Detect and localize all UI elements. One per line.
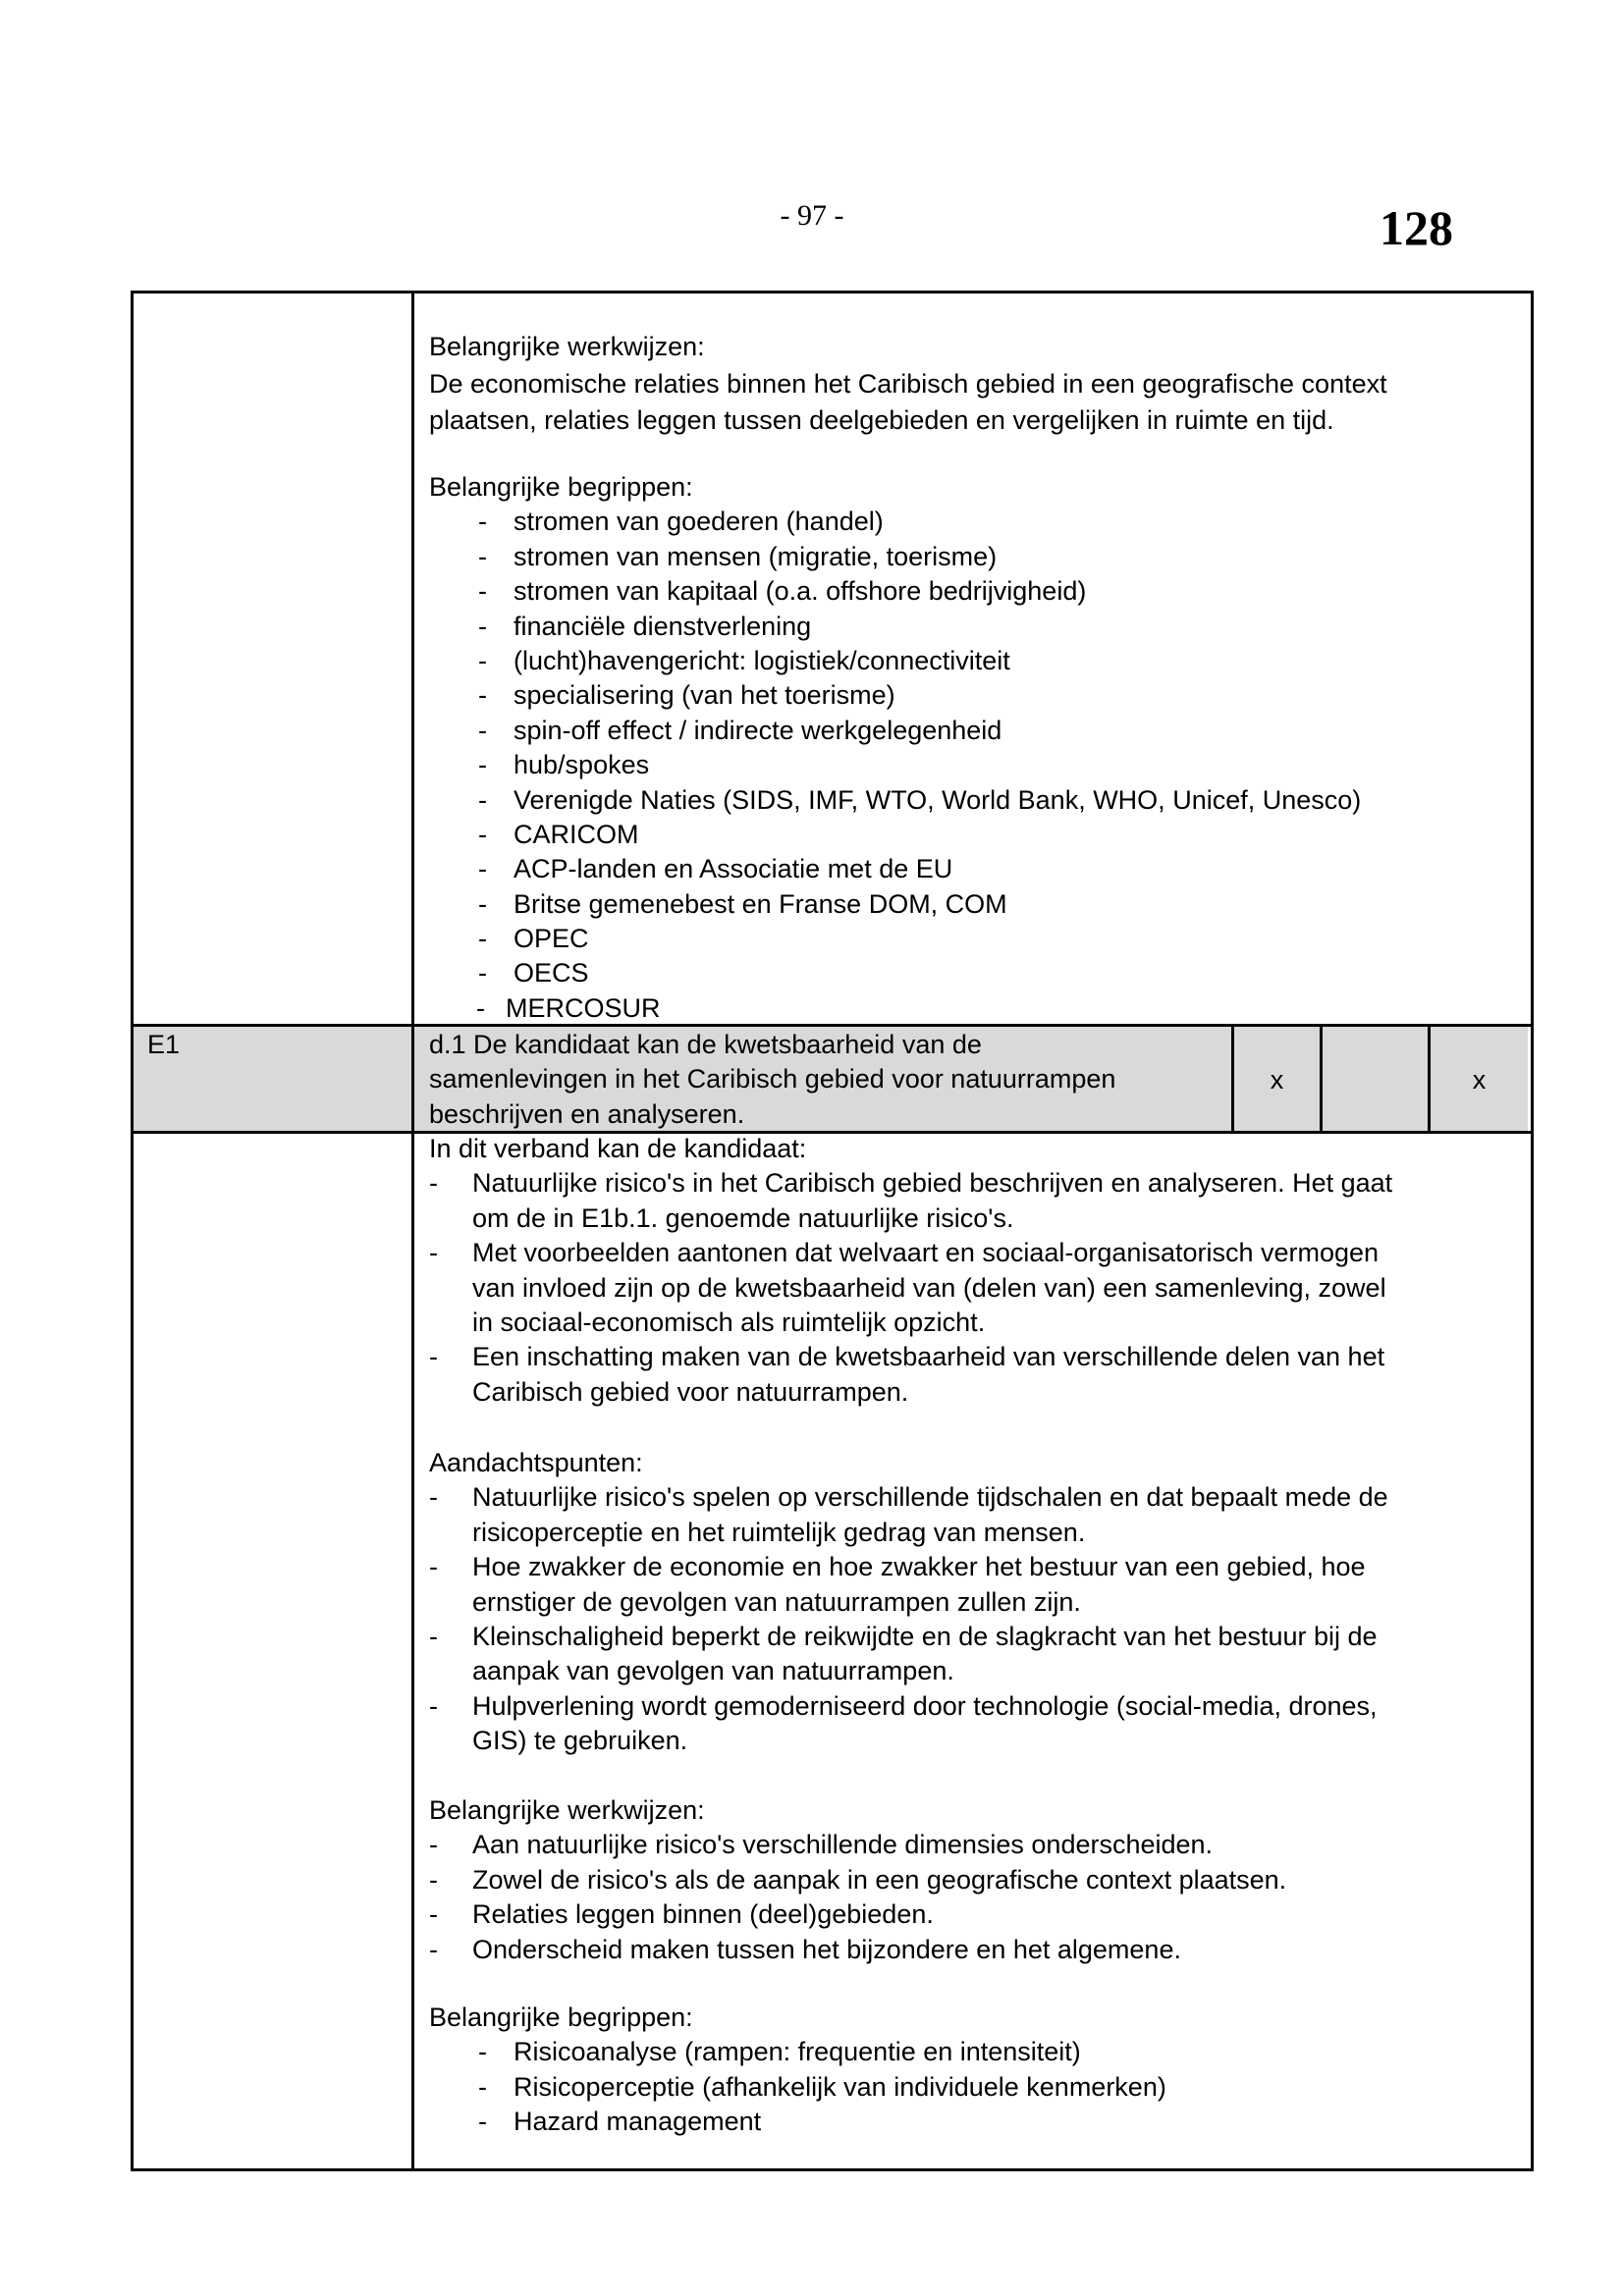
page-stamp-number: 128 bbox=[1380, 200, 1453, 255]
page-number: - 97 - bbox=[780, 199, 844, 232]
list-item: - stromen van goederen (handel) bbox=[478, 507, 884, 537]
section-heading: Belangrijke begrippen: bbox=[429, 472, 693, 502]
list-item: - Onderscheid maken tussen het bijzondere en het algemene. bbox=[429, 1934, 1181, 1964]
e1-code-cell bbox=[147, 1028, 180, 1062]
list-item: - Risicoperceptie (afhankelijk van individuele kenmerken) bbox=[478, 2071, 1166, 2102]
mark-cell-1: x bbox=[1270, 1065, 1284, 1095]
list-item: - Risicoanalyse (rampen: frequentie en intensiteit) bbox=[478, 2037, 1081, 2067]
objective-line: beschrijven en analyseren. bbox=[429, 1098, 745, 1129]
mark-cell-3: x bbox=[1472, 1065, 1487, 1095]
row3-begrippen-section bbox=[429, 2001, 1519, 2140]
section-heading: Aandachtspunten: bbox=[429, 1448, 643, 1477]
list-item: - specialisering (van het toerisme) bbox=[478, 680, 895, 711]
list-item-continuation: risicoperceptie en het ruimtelijk gedrag van mensen. bbox=[472, 1517, 1086, 1547]
list-item-continuation: om de in E1b.1. genoemde natuurlijke risico's. bbox=[472, 1202, 1014, 1233]
list-item: - Natuurlijke risico's spelen op verschillende tijdschalen en dat bepaalt mede de bbox=[429, 1482, 1388, 1513]
list-item: - (lucht)havengericht: logistiek/connectiviteit bbox=[478, 645, 1010, 675]
list-item: - Hoe zwakker de economie en hoe zwakker het bestuur van een gebied, hoe bbox=[429, 1552, 1366, 1582]
list-item: - ACP-landen en Associatie met de EU bbox=[478, 854, 953, 884]
e1-objective-cell bbox=[429, 1028, 1115, 1132]
list-item: - Een inschatting maken van de kwetsbaarheid van verschillende delen van het bbox=[429, 1342, 1385, 1372]
list-item: - stromen van kapitaal (o.a. offshore bedrijvigheid) bbox=[478, 576, 1087, 607]
section-heading: Belangrijke werkwijzen: bbox=[429, 332, 705, 361]
list-item: - Hulpverlening wordt gemoderniseerd door technologie (social-media, drones, bbox=[429, 1690, 1378, 1721]
section-heading: Belangrijke begrippen: bbox=[429, 2002, 693, 2032]
list-item: - Kleinschaligheid beperkt de reikwijdte en de slagkracht van het bestuur bij de bbox=[429, 1621, 1378, 1651]
section-heading: Belangrijke werkwijzen: bbox=[429, 1795, 705, 1825]
list-item-continuation: in sociaal-economisch als ruimtelijk opzicht. bbox=[472, 1307, 986, 1337]
list-item: - Britse gemenebest en Franse DOM, COM bbox=[478, 888, 1007, 919]
list-item: - Met voorbeelden aantonen dat welvaart en sociaal-organisatorisch vermogen bbox=[429, 1238, 1380, 1268]
list-item: - Zowel de risico's als de aanpak in een geografische context plaatsen. bbox=[429, 1864, 1287, 1895]
row1-werkwijzen-section bbox=[429, 329, 1387, 440]
list-item-continuation: van invloed zijn op de kwetsbaarheid van (delen van) een samenleving, zowel bbox=[472, 1272, 1386, 1303]
list-item-continuation: ernstiger de gevolgen van natuurrampen zullen zijn. bbox=[472, 1586, 1081, 1617]
list-item-continuation: aanpak van gevolgen van natuurrampen. bbox=[472, 1656, 954, 1686]
list-item: - CARICOM bbox=[478, 819, 639, 849]
section-heading: In dit verband kan de kandidaat: bbox=[429, 1134, 807, 1163]
list-item: - Natuurlijke risico's in het Caribisch gebied beschrijven en analyseren. Het gaat bbox=[429, 1168, 1393, 1199]
row3-intro-section bbox=[429, 1132, 1519, 1410]
list-item: - Hazard management bbox=[478, 2107, 762, 2137]
list-item: - Aan natuurlijke risico's verschillende dimensies onderscheiden. bbox=[429, 1830, 1214, 1860]
list-item: - hub/spokes bbox=[478, 750, 650, 780]
list-item-continuation: Caribisch gebied voor natuurrampen. bbox=[472, 1376, 909, 1407]
list-item-continuation: GIS) te gebruiken. bbox=[472, 1726, 688, 1756]
column-divider-mark-2 bbox=[1320, 1024, 1323, 1134]
row3-werkwijzen-section bbox=[429, 1793, 1519, 1967]
objective-line: samenlevingen in het Caribisch gebied voor natuurrampen bbox=[429, 1064, 1116, 1095]
row3-aandachtspunten-section bbox=[429, 1446, 1519, 1759]
list-item: - stromen van mensen (migratie, toerisme) bbox=[478, 541, 998, 571]
paragraph-line: De economische relaties binnen het Caribisch gebied in een geografische context bbox=[429, 368, 1387, 399]
list-item: - spin-off effect / indirecte werkgelegenheid bbox=[478, 715, 1002, 745]
column-divider-main bbox=[411, 291, 414, 2168]
objective-code: E1 bbox=[147, 1030, 181, 1059]
list-item: - MERCOSUR bbox=[476, 992, 661, 1023]
paragraph-line: plaatsen, relaties leggen tussen deelgebieden en vergelijken in ruimte en tijd. bbox=[429, 405, 1334, 435]
row1-begrippen-section bbox=[429, 470, 1509, 1026]
list-item: - Verenigde Naties (SIDS, IMF, WTO, World Bank, WHO, Unicef, Unesco) bbox=[478, 784, 1362, 815]
list-item: - OPEC bbox=[478, 924, 589, 954]
objective-line: d.1 De kandidaat kan de kwetsbaarheid van de bbox=[429, 1030, 982, 1059]
list-item: - financiële dienstverlening bbox=[478, 611, 812, 641]
list-item: - Relaties leggen binnen (deel)gebieden. bbox=[429, 1899, 934, 1930]
list-item: - OECS bbox=[478, 958, 589, 988]
